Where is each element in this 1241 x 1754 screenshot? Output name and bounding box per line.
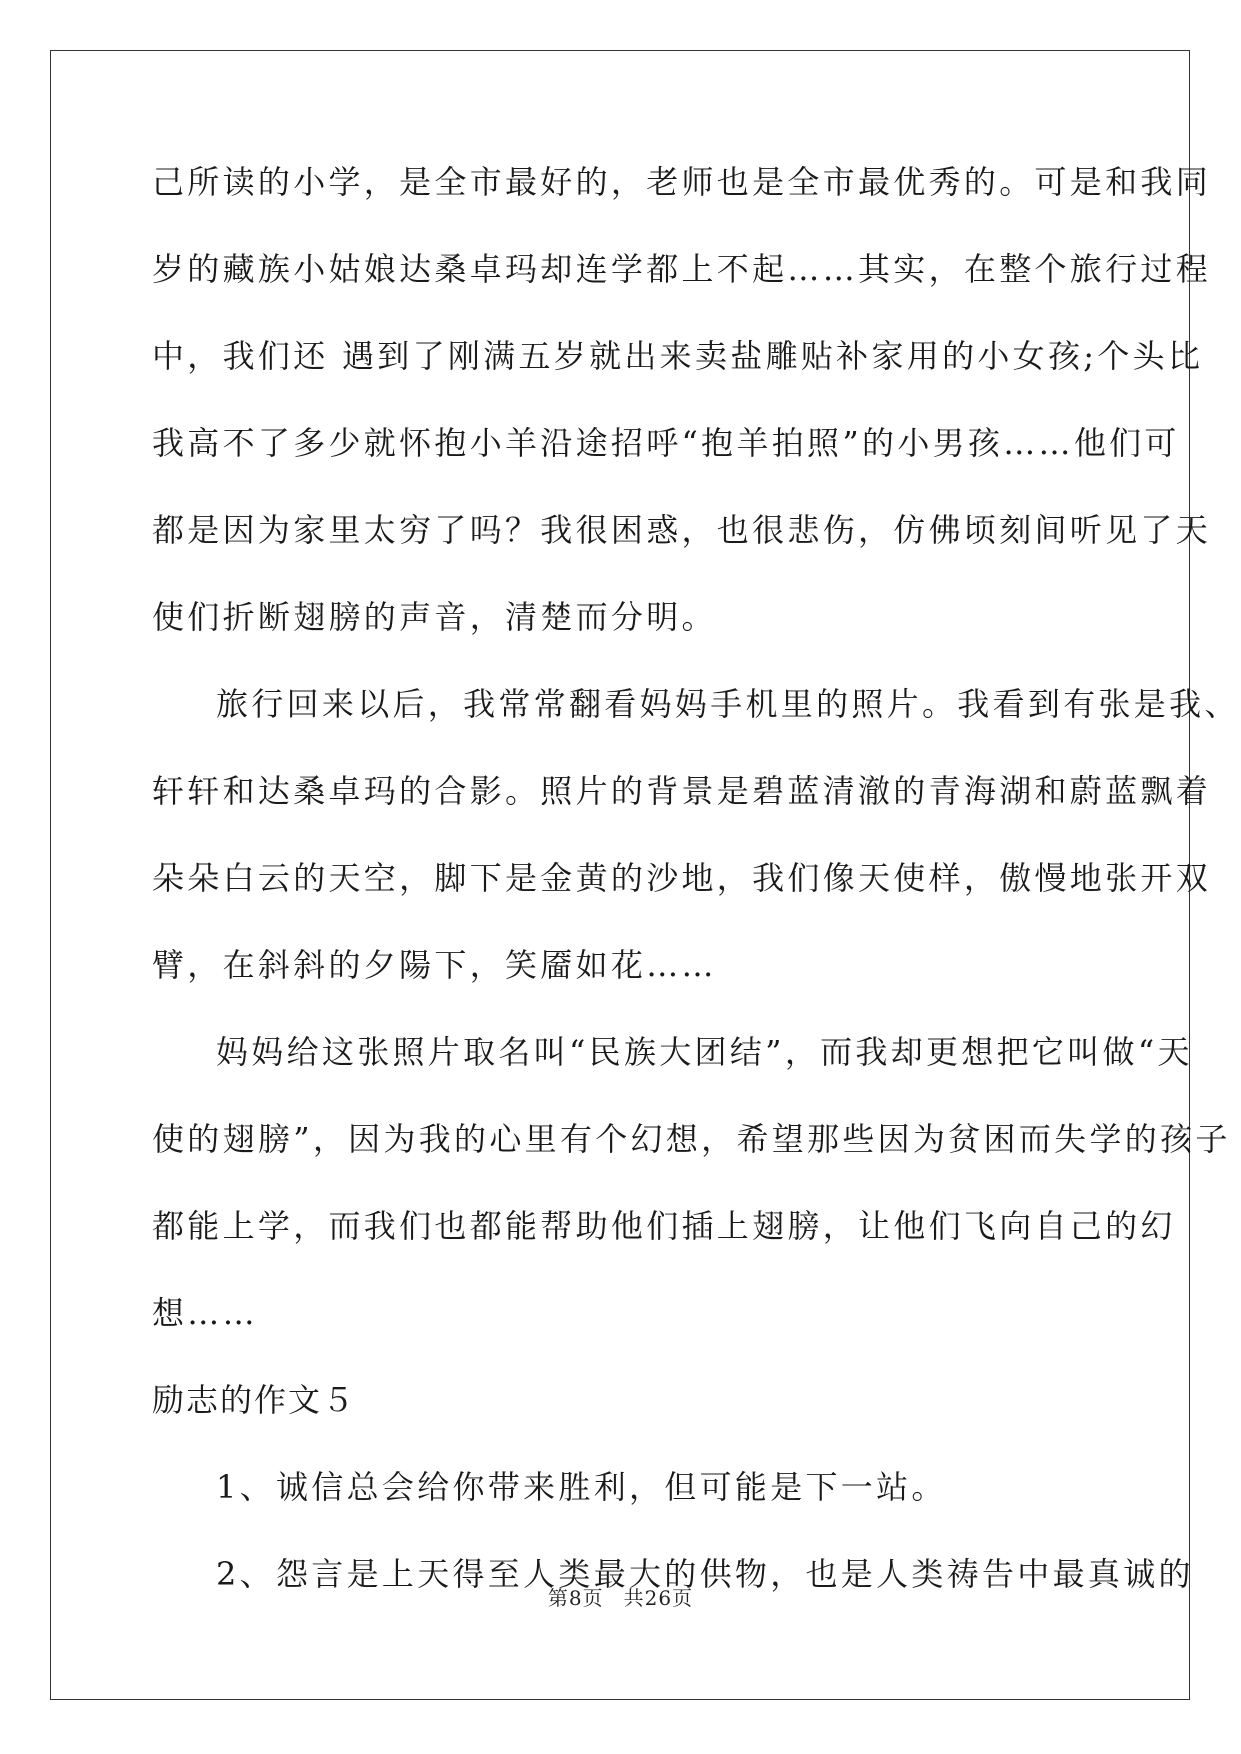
list-item-text: 诚信总会给你带来胜利，但可能是下一站。 — [276, 1468, 947, 1506]
text-line: 都能上学，而我们也都能帮助他们插上翅膀，让他们飞向自己的幻 — [152, 1207, 1176, 1245]
total-pages: 共26页 — [623, 1586, 694, 1610]
text-line: 我高不了多少就怀抱小羊沿途招呼“抱羊拍照”的小男孩……他们可 — [152, 424, 1180, 462]
page-number: 第8页 — [547, 1586, 604, 1610]
text-line: 朵朵白云的天空，脚下是金黄的沙地，我们像天使样，傲慢地张开双 — [152, 859, 1212, 897]
text-line: 使们折断翅膀的声音，清楚而分明。 — [152, 598, 717, 636]
text-line: 臂，在斜斜的夕陽下，笑靥如花…… — [152, 946, 717, 984]
text-line: 轩轩和达桑卓玛的合影。照片的背景是碧蓝清澈的青海湖和蔚蓝飘着 — [152, 772, 1212, 810]
list-item-number: 2、 — [216, 1555, 275, 1593]
page-footer — [0, 1582, 1241, 1611]
list-item-text: 怨言是上天得至人类最大的供物，也是人类祷告中最真诚的 — [276, 1555, 1194, 1593]
list-item — [152, 1462, 1092, 1549]
text-line: 妈妈给这张照片取名叫“民族大团结”，而我却更想把它叫做“天 — [216, 1033, 1193, 1071]
text-line: 岁的藏族小姑娘达桑卓玛却连学都上不起……其实，在整个旅行过程 — [152, 250, 1212, 288]
document-body — [152, 157, 1240, 1636]
text-line: 己所读的小学，是全市最好的，老师也是全市最优秀的。可是和我同 — [152, 163, 1212, 201]
text-line: 旅行回来以后，我常常翻看妈妈手机里的照片。我看到有张是我、 — [216, 685, 1240, 723]
text-line: 中，我们还 遇到了刚满五岁就出来卖盐雕贴补家用的小女孩;个头比 — [152, 337, 1204, 375]
text-line: 想…… — [152, 1294, 258, 1332]
text-line: 使的翅膀”，因为我的心里有个幻想，希望那些因为贫困而失学的孩子 — [152, 1120, 1231, 1158]
list-item-number: 1、 — [216, 1468, 275, 1506]
text-line: 都是因为家里太穷了吗？我很困惑，也很悲伤，仿佛顷刻间听见了天 — [152, 511, 1212, 549]
section-heading: 励志的作文５ — [152, 1381, 357, 1419]
